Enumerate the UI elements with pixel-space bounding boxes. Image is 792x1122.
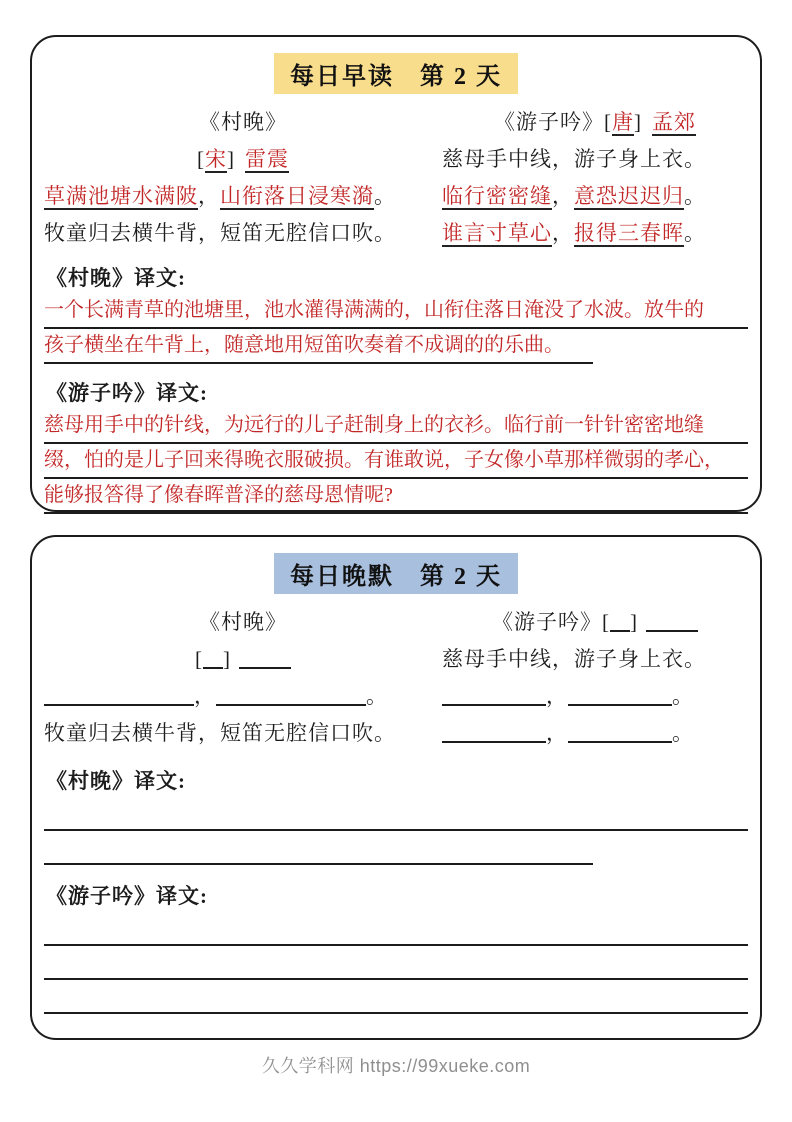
verse-answer-blank xyxy=(44,685,194,706)
bracket-open: [ xyxy=(604,110,612,134)
translation-answer-line xyxy=(44,946,748,980)
evening-banner-row xyxy=(44,553,748,594)
poem-author-line xyxy=(44,141,442,178)
poem-line: 临行密密缝，意恐迟迟归。 xyxy=(442,184,706,208)
dynasty-answer-blank xyxy=(610,611,630,632)
translation-answer-line xyxy=(44,912,748,946)
verse-answer-blank xyxy=(568,685,672,706)
poem-line: 慈母手中线，游子身上衣。 xyxy=(442,147,706,171)
cunwan-translation-blanks xyxy=(44,797,748,865)
verse-answer-blank xyxy=(442,685,546,706)
cunwan-translation-label: 《村晚》译文: xyxy=(46,769,186,793)
poem-line: 牧童归去横牛背，短笛无腔信口吹。 xyxy=(44,721,396,745)
evening-poem-cunwan xyxy=(44,604,442,752)
youziyin-translation-label: 《游子吟》译文: xyxy=(46,381,208,405)
translation-line: 孩子横坐在牛背上，随意地用短笛吹奏着不成调的的乐曲。 xyxy=(44,329,593,364)
verse-answer-blank xyxy=(216,685,366,706)
author-answer-blank xyxy=(646,611,698,632)
poem-title: 《村晚》 xyxy=(199,610,287,634)
author-answer-blank xyxy=(239,648,291,669)
poem-author: 雷震 xyxy=(245,147,289,171)
youziyin-translation xyxy=(44,409,748,514)
verse-blank-line: ， 。 xyxy=(44,678,442,715)
evening-banner: 每日晚默 第 2 天 xyxy=(274,553,518,594)
verse-answer-blank xyxy=(442,722,546,743)
poem-line: 牧童归去横牛背，短笛无腔信口吹。 xyxy=(44,221,396,245)
poem-title-line xyxy=(442,604,748,641)
poem-author: 孟郊 xyxy=(652,110,696,134)
poem-title: 《村晚》 xyxy=(199,110,287,134)
verse-blank-line: ， 。 xyxy=(442,678,748,715)
poem-line: 谁言寸草心，报得三春晖。 xyxy=(442,221,706,245)
poem-title-line xyxy=(442,104,748,141)
evening-poem-youziyin xyxy=(442,604,748,752)
bracket-open: [ xyxy=(602,610,610,634)
translation-answer-line xyxy=(44,831,593,865)
bracket-close: ] xyxy=(634,110,642,134)
morning-banner-row xyxy=(44,53,748,94)
poem-title: 《游子吟》 xyxy=(494,110,604,134)
morning-poem-cunwan xyxy=(44,104,442,252)
verse-answer-blank xyxy=(568,722,672,743)
cunwan-translation xyxy=(44,294,748,364)
morning-poems-grid xyxy=(44,104,748,252)
poem-line: 草满池塘水满陂，山衔落日浸寒漪。 xyxy=(44,184,396,208)
evening-poems-grid xyxy=(44,604,748,752)
site-footer: 久久学科网 https://99xueke.com xyxy=(261,1056,531,1076)
morning-reading-card xyxy=(30,35,762,512)
verse-blank-line: ， 。 xyxy=(442,715,748,752)
poem-title: 《游子吟》 xyxy=(492,610,602,634)
bracket-open: [ xyxy=(197,147,205,171)
translation-line: 一个长满青草的池塘里，池水灌得满满的，山衔住落日淹没了水波。放牛的 xyxy=(44,294,748,329)
translation-answer-line xyxy=(44,980,748,1014)
morning-poem-youziyin xyxy=(442,104,748,252)
translation-line: 慈母用手中的针线，为远行的儿子赶制身上的衣衫。临行前一针针密密地缝 xyxy=(44,409,748,444)
author-blank-line xyxy=(44,641,442,678)
poem-dynasty: 唐 xyxy=(612,110,634,134)
bracket-close: ] xyxy=(630,610,638,634)
morning-banner: 每日早读 第 2 天 xyxy=(274,53,518,94)
dynasty-answer-blank xyxy=(203,648,223,669)
translation-line: 能够报答得了像春晖普泽的慈母恩情呢? xyxy=(44,479,748,514)
bracket-close: ] xyxy=(227,147,235,171)
translation-answer-line xyxy=(44,797,748,831)
evening-dictation-card xyxy=(30,535,762,1040)
poem-line: 慈母手中线，游子身上衣。 xyxy=(442,647,706,671)
bracket-close: ] xyxy=(223,647,231,671)
poem-dynasty: 宋 xyxy=(205,147,227,171)
translation-line: 缀，怕的是儿子回来得晚衣服破损。有谁敢说，子女像小草那样微弱的孝心， xyxy=(44,444,748,479)
bracket-open: [ xyxy=(195,647,203,671)
youziyin-translation-blanks xyxy=(44,912,748,1014)
youziyin-translation-label: 《游子吟》译文: xyxy=(46,884,208,908)
cunwan-translation-label: 《村晚》译文: xyxy=(46,266,186,290)
